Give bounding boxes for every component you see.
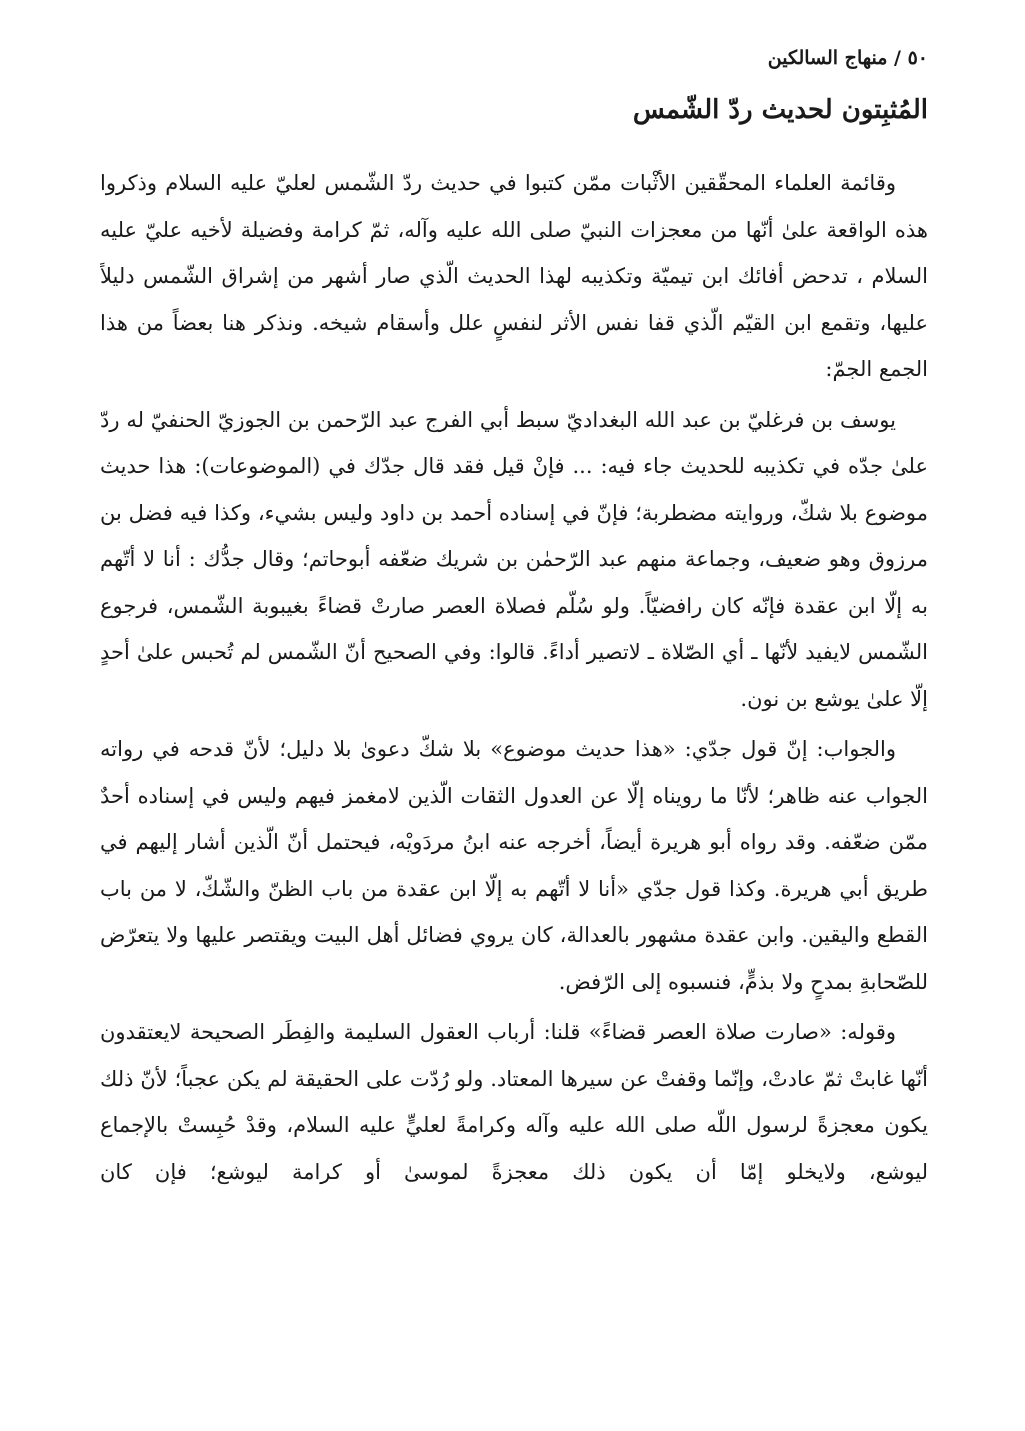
section-title: المُثبِتون لحديث ردّ الشّمس (632, 95, 928, 125)
document-page (100, 38, 928, 1408)
running-head: ٥٠ / منهاج السالكين (767, 47, 928, 69)
paragraph-3: والجواب: إنّ قول جدّي: «هذا حديث موضوع» بلا شكّ دعوىٰ بلا دليل؛ لأنّ قدحه في رواته الجواب عنه ظاهر؛ لأنّا ما رويناه إلّا عن العدول الثقات الّذين لامغمز فيهم وليس في إسناده أحدٌ ممّن ضعّفه. وقد رواه أبو هريرة أيضاً، أخرجه عنه ابنُ مردَويْه، فيحتمل أنّ الّذين أشار إليهم في طريق أبي هريرة. وكذا قول جدّي «أنا لا أتّهم به إلّا ابن عقدة من باب الظنّ والشّكّ، لا من باب القطع واليقين. وابن عقدة مشهور بالعدالة، كان يروي فضائل أهل البيت ويقتصر عليها ولا يتعرّض للصّحابةِ بمدحٍ ولا بذمٍّ، فنسبوه إلى الرّفض. (100, 737, 928, 994)
paragraph-2: يوسف بن فرغليّ بن عبد الله البغداديّ سبط أبي الفرج عبد الرّحمن بن الجوزيّ الحنفيّ له ردّ علىٰ جدّه في تكذيبه للحديث جاء فيه: ... فإنْ قيل فقد قال جدّك في (الموضوعات): هذا حديث موضوع بلا شكّ، وروايته مضطربة؛ فإنّ في إسناده أحمد بن داود وليس بشيء، وكذا فيه فضل بن مرزوق وهو ضعيف، وجماعة منهم عبد الرّحمٰن بن شريك ضعّفه أبوحاتم؛ وقال جدُّك : أنا لا أتّهم به إلّا ابن عقدة فإنّه كان رافضيّاً. ولو سُلّم فصلاة العصر صارتْ قضاءً بغيبوبة الشّمس، فرجوع الشّمس لايفيد لأنّها ـ أي الصّلاة ـ لاتصير أداءً. قالوا: وفي الصحيح أنّ الشّمس لم تُحبس علىٰ أحدٍ إلّا علىٰ يوشع بن نون. (100, 407, 928, 711)
paragraph-4: وقوله: «صارت صلاة العصر قضاءً» قلنا: أرباب العقول السليمة والفِطَر الصحيحة لايعتقدون أنّها غابتْ ثمّ عادتْ، وإنّما وقفتْ عن سيرها المعتاد. ولو رُدّت على الحقيقة لم يكن عجباً؛ لأنّ ذلك يكون معجزةً لرسول اللّه صلى الله عليه وآله وكرامةً لعليٍّ عليه السلام، وقدْ حُبِستْ بالإجماع ليوشع، ولايخلو إمّا أن يكون ذلك معجزةً لموسىٰ أو كرامة ليوشع؛ فإن كان (100, 1020, 928, 1184)
paragraph-1: وقائمة العلماء المحقّقين الأثْبات ممّن كتبوا في حديث ردّ الشّمس لعليّ عليه السلام وذكروا هذه الواقعة علىٰ أنّها من معجزات النبيّ صلى الله عليه وآله، ثمّ كرامة وفضيلة لأخيه عليّ عليه السلام ، تدحض أفائك ابن تيميّة وتكذيبه لهذا الحديث الّذي صار أشهر من إشراق الشّمس دليلاً عليها، وتقمع ابن القيّم الّذي قفا نفس الأثر لنفسٍ علل وأسقام شيخه. ونذكر هنا بعضاً من هذا الجمع الجمّ: (100, 171, 928, 381)
